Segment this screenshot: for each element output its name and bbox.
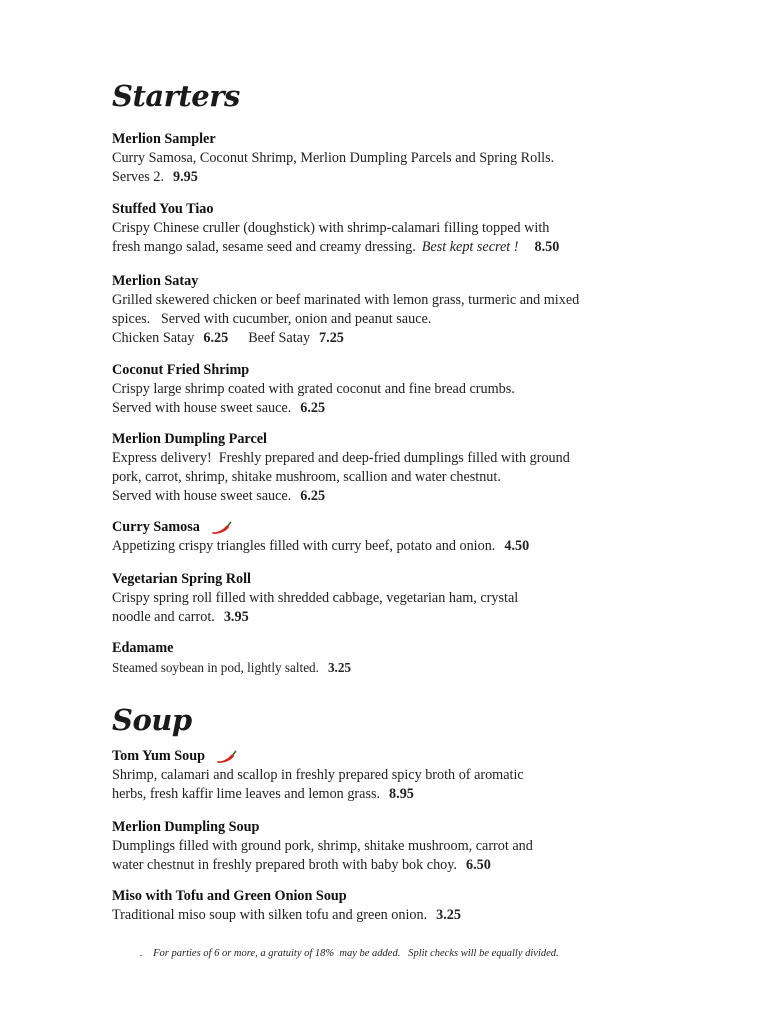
item-name: Edamame (112, 640, 174, 656)
chili-pepper-icon (210, 521, 232, 535)
description-line (112, 856, 672, 875)
description-text: Appetizing crispy triangles filled with curry beef, potato and onion. (112, 538, 496, 554)
description-line (112, 608, 672, 627)
item-description (112, 658, 672, 677)
item-price: 8.50 (534, 239, 560, 255)
menu-item-curry-samosa (112, 518, 672, 556)
item-name: Merlion Dumpling Soup (112, 819, 260, 835)
description-line: Shrimp, calamari and scallop in freshly prepared spicy broth of aromatic (112, 767, 524, 783)
item-name: Tom Yum Soup (112, 748, 206, 764)
menu-item-merlion-sampler (112, 130, 672, 187)
description-text: Served with house sweet sauce. (112, 488, 292, 504)
item-description (112, 589, 672, 627)
description-line (112, 906, 672, 925)
item-name: Merlion Sampler (112, 131, 216, 147)
item-name-row (112, 518, 672, 537)
menu-item-stuffed-you-tiao (112, 200, 672, 257)
description-text: Steamed soybean in pod, lightly salted. (112, 660, 319, 675)
item-price: 3.25 (327, 660, 352, 675)
description-text: fresh mango salad, sesame seed and creamy dressing. (112, 239, 416, 255)
menu-item-coconut-fried-shrimp (112, 361, 672, 418)
item-price: 3.95 (223, 609, 249, 625)
chili-pepper-icon (215, 750, 237, 764)
description-line: Crispy Chinese cruller (doughstick) with shrimp-calamari filling topped with (112, 220, 550, 236)
description-line: Crispy large shrimp coated with grated coconut and fine bread crumbs. (112, 381, 515, 397)
description-line (112, 785, 672, 804)
menu-item-edamame (112, 639, 672, 677)
item-price: 6.50 (466, 857, 491, 873)
item-name: Vegetarian Spring Roll (112, 571, 251, 587)
item-note: Best kept secret ! (421, 239, 519, 255)
description-line (112, 487, 672, 506)
item-name: Merlion Dumpling Parcel (112, 431, 267, 447)
section-title-soup: Soup (112, 703, 192, 737)
description-line (112, 537, 672, 556)
item-name: Curry Samosa (112, 519, 200, 535)
item-description (112, 766, 672, 804)
item-name: Merlion Satay (112, 273, 199, 289)
menu-item-merlion-satay (112, 272, 672, 348)
menu-item-vegetarian-spring-roll (112, 570, 672, 627)
description-line: Curry Samosa, Coconut Shrimp, Merlion Dumpling Parcels and Spring Rolls. (112, 150, 555, 166)
item-price: 4.50 (504, 538, 530, 554)
description-text: herbs, fresh kaffir lime leaves and lemon grass. (112, 786, 381, 802)
item-description (112, 380, 672, 418)
item-description (112, 449, 672, 506)
item-description (112, 837, 672, 875)
chicken-satay-price: 6.25 (203, 330, 229, 346)
beef-satay-label: Beef Satay (248, 330, 311, 346)
description-line (112, 658, 672, 677)
gratuity-footnote: . For parties of 6 or more, a gratuity of 18% may be added. Split checks will be equally divided. (140, 948, 559, 959)
description-line (112, 399, 672, 418)
description-text: noodle and carrot. (112, 609, 215, 625)
menu-item-miso-soup (112, 887, 672, 925)
item-name: Stuffed You Tiao (112, 201, 214, 217)
item-price: 6.25 (300, 488, 326, 504)
item-price: 6.25 (300, 400, 326, 416)
item-name: Miso with Tofu and Green Onion Soup (112, 888, 347, 904)
description-line: Express delivery! Freshly prepared and deep-fried dumplings filled with ground (112, 450, 570, 466)
item-description (112, 219, 672, 257)
beef-satay-price: 7.25 (319, 330, 344, 346)
description-line (112, 238, 672, 257)
description-text: Traditional miso soup with silken tofu and green onion. (112, 907, 428, 923)
description-line: spices. Served with cucumber, onion and peanut sauce. (112, 311, 432, 327)
chicken-satay-label: Chicken Satay (112, 330, 195, 346)
item-name: Coconut Fried Shrimp (112, 362, 250, 378)
item-price: 3.25 (436, 907, 461, 923)
item-description (112, 149, 672, 187)
description-line (112, 168, 672, 187)
serving-text: Serves 2. (112, 169, 165, 185)
item-description (112, 537, 672, 556)
description-text: Served with house sweet sauce. (112, 400, 292, 416)
description-line: Crispy spring roll filled with shredded cabbage, vegetarian ham, crystal (112, 590, 519, 606)
menu-item-tom-yum-soup (112, 747, 672, 804)
description-text: water chestnut in freshly prepared broth with baby bok choy. (112, 857, 457, 873)
description-line: pork, carrot, shrimp, shitake mushroom, scallion and water chestnut. (112, 469, 501, 485)
description-line: Dumplings filled with ground pork, shrimp, shitake mushroom, carrot and (112, 838, 533, 854)
item-price: 9.95 (173, 169, 198, 185)
menu-item-merlion-dumpling-parcel (112, 430, 672, 506)
menu-item-merlion-dumpling-soup (112, 818, 672, 875)
section-title-starters: Starters (112, 79, 240, 113)
item-name-row (112, 747, 672, 766)
satay-prices (112, 329, 672, 348)
item-description (112, 291, 672, 348)
item-description (112, 906, 672, 925)
description-line: Grilled skewered chicken or beef marinated with lemon grass, turmeric and mixed (112, 292, 580, 308)
item-price: 8.95 (389, 786, 414, 802)
